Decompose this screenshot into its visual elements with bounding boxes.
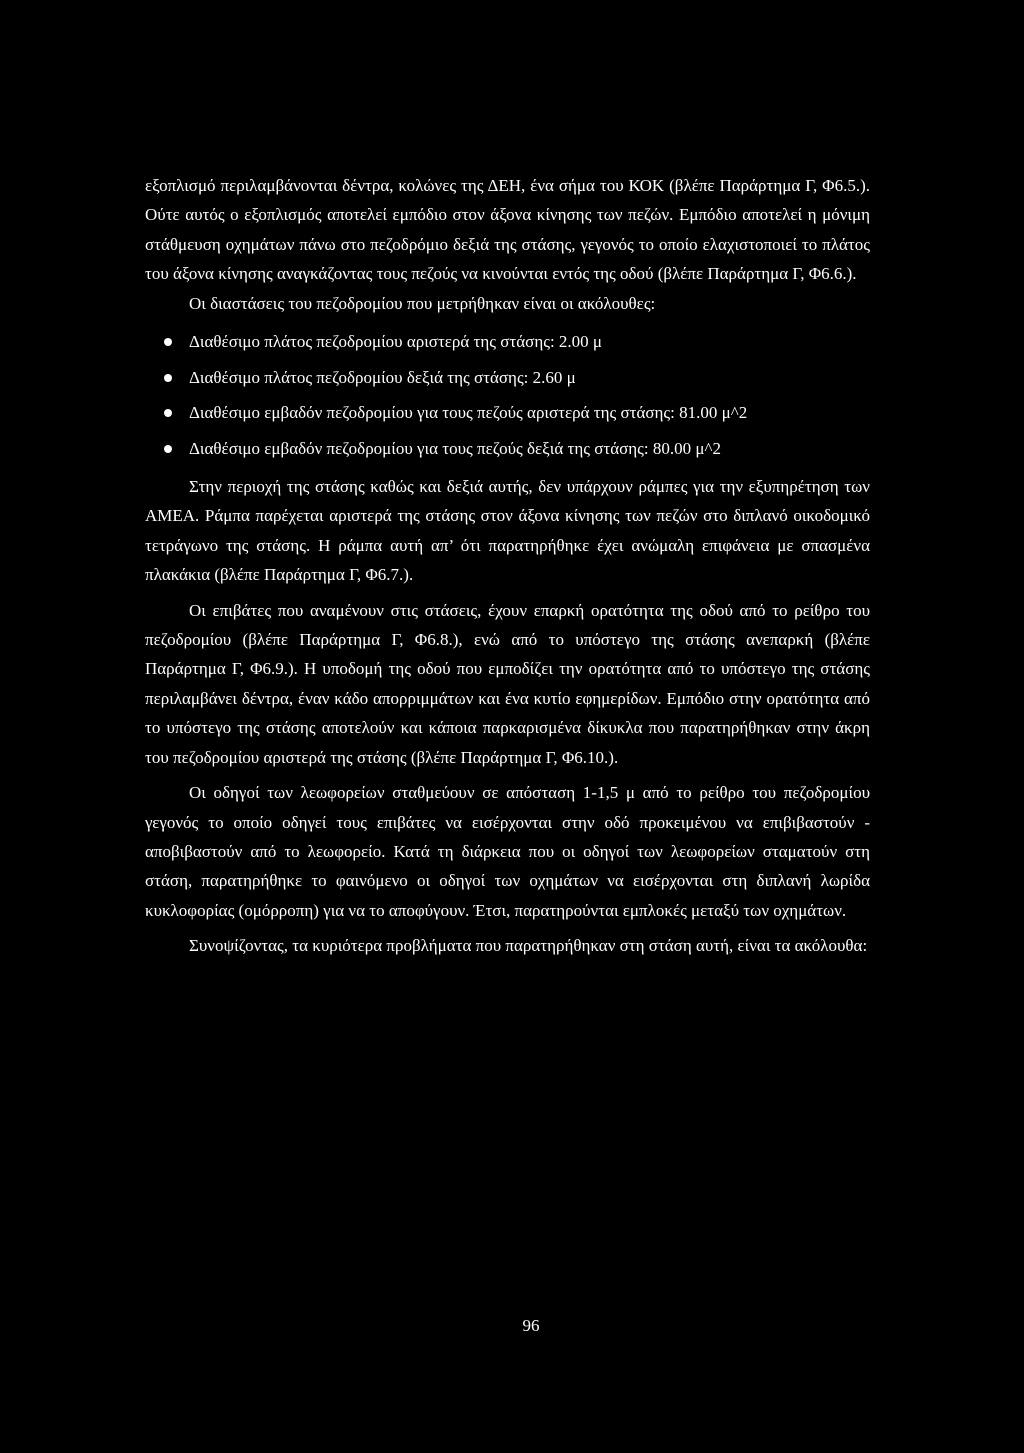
paragraph-summary-intro: Συνοψίζοντας, τα κυριότερα προβλήματα που παρατηρήθηκαν στη στάση αυτή, είναι τα ακόλουθα:	[189, 936, 868, 956]
paragraph-visibility: Οι επιβάτες που αναμένουν στις στάσεις, έχουν επαρκή ορατότητα της οδού από το ρείθρο του πεζοδρομίου (βλέπε Παράρτημα Γ, Φ6.8.), ενώ από το υπόστεγο της στάσης ανεπαρκή (βλέπε Παράρτημα Γ, Φ6.9.). Η υποδομή της οδού που εμποδίζει την ορατότητα από το υπόστεγο της στάσης περιλαμβάνει δέντρα, έναν κάδο απορριμμάτων και ένα κυτίο εφημερίδων. Εμπόδιο στην ορατότητα από το υπόστεγο της στάσης αποτελούν και κάποια παρκαρισμένα δίκυκλα που παρατηρήθηκαν στην άκρη του πεζοδρομίου αριστερά της στάσης (βλέπε Παράρτημα Γ, Φ6.10.).	[145, 600, 870, 767]
bullet-icon	[164, 445, 172, 453]
measurement-text: Διαθέσιμο εμβαδόν πεζοδρομίου για τους πεζούς αριστερά της στάσης: 81.00 μ^2	[189, 403, 748, 423]
bullet-icon	[164, 409, 172, 417]
list-item	[145, 360, 870, 396]
measurement-text: Διαθέσιμο εμβαδόν πεζοδρομίου για τους πεζούς δεξιά της στάσης: 80.00 μ^2	[189, 438, 721, 458]
bullet-icon	[164, 374, 172, 382]
measurement-text: Διαθέσιμο πλάτος πεζοδρομίου δεξιά της στάσης: 2.60 μ	[189, 367, 576, 387]
paragraph-bus-drivers: Οι οδηγοί των λεωφορείων σταθμεύουν σε απόσταση 1-1,5 μ από το ρείθρο του πεζοδρομίου γεγονός το οποίο οδηγεί τους επιβάτες να εισέρχονται στην οδό προκειμένου να επιβιβαστούν - αποβιβαστούν από το λεωφορείο. Κατά τη διάρκεια που οι οδηγοί των λεωφορείων σταματούν στη στάση, παρατηρήθηκε το φαινόμενο οι οδηγοί των οχημάτων να εισέρχονται στη διπλανή λωρίδα κυκλοφορίας (ομόρροπη) για να το αποφύγουν. Έτσι, παρατηρούνται εμπλοκές μεταξύ των οχημάτων.	[145, 783, 870, 920]
list-item	[145, 395, 870, 431]
measurements-list	[145, 324, 870, 466]
measurement-text: Διαθέσιμο πλάτος πεζοδρομίου αριστερά της στάσης: 2.00 μ	[189, 332, 603, 352]
list-item	[145, 431, 870, 467]
list-item	[145, 324, 870, 360]
page-number: 96	[522, 1316, 540, 1335]
paragraph-measurements-intro: Οι διαστάσεις του πεζοδρομίου που μετρήθηκαν είναι οι ακόλουθες:	[189, 293, 656, 313]
paragraph-ramps: Στην περιοχή της στάσης καθώς και δεξιά αυτής, δεν υπάρχουν ράμπες για την εξυπηρέτηση των ΑΜΕΑ. Ράμπα παρέχεται αριστερά της στάσης στον άξονα κίνησης των πεζών στο διπλανό οικοδομικό τετράγωνο της στάσης. Η ράμπα αυτή απ’ ότι παρατηρήθηκε έχει ανώμαλη επιφάνεια με σπασμένα πλακάκια (βλέπε Παράρτημα Γ, Φ6.7.).	[145, 477, 870, 585]
body-text	[145, 171, 870, 961]
bullet-icon	[164, 338, 172, 346]
paragraph-equipment-obstacles: εξοπλισμό περιλαμβάνονται δέντρα, κολώνες της ΔΕΗ, ένα σήμα του ΚΟΚ (βλέπε Παράρτημα Γ, Φ6.5.). Ούτε αυτός ο εξοπλισμός αποτελεί εμπόδιο στον άξονα κίνησης των πεζών. Εμπόδιο αποτελεί η μόνιμη στάθμευση οχημάτων πάνω στο πεζοδρόμιο δεξιά της στάσης, γεγονός το οποίο ελαχιστοποιεί το πλάτος του άξονα κίνησης αναγκάζοντας τους πεζούς να κινούνται εντός της οδού (βλέπε Παράρτημα Γ, Φ6.6.).	[145, 176, 870, 284]
